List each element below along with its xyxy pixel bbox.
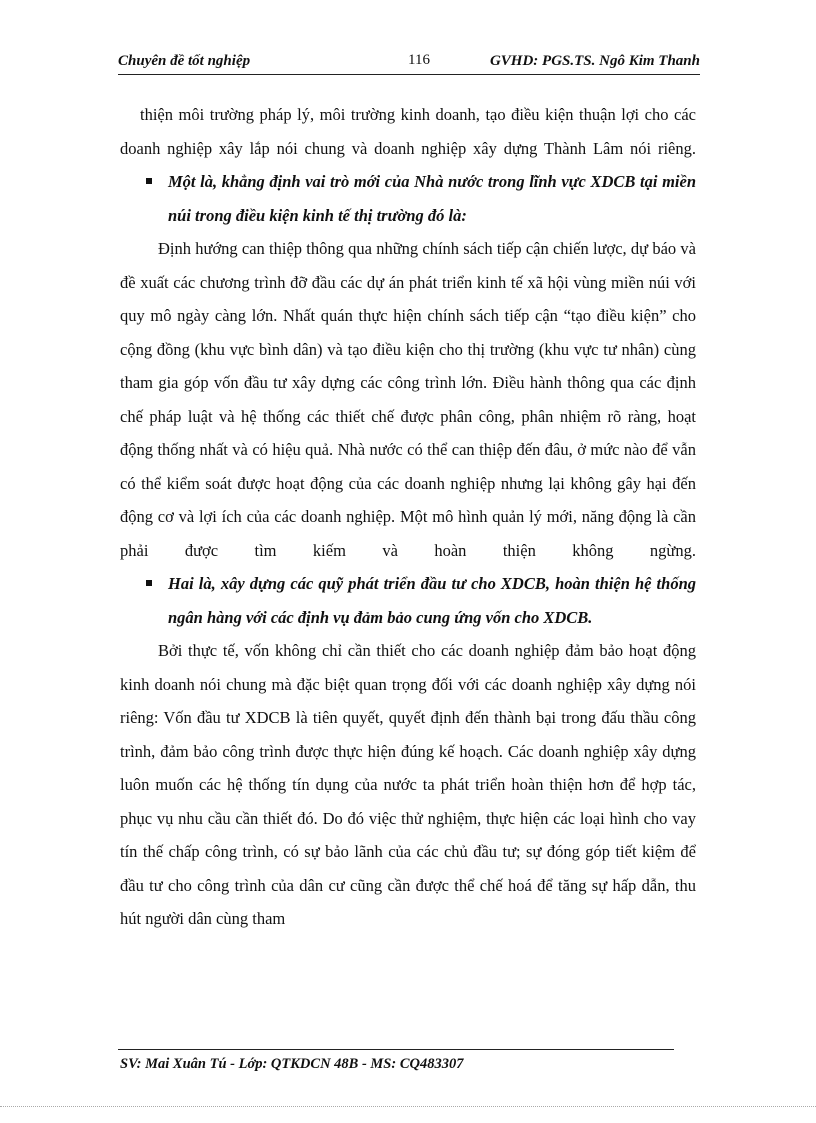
page-number: 116	[408, 52, 430, 68]
footer-divider	[118, 1049, 674, 1050]
page-boundary	[0, 1106, 816, 1107]
header-supervisor: GVHD: PGS.TS. Ngô Kim Thanh	[489, 53, 700, 69]
bullet-square-icon	[146, 178, 152, 184]
bullet-heading-2-text: Hai là, xây dựng các quỹ phát triển đầu tư cho XDCB, hoàn thiện hệ thống ngân hàng với các định vụ đảm bảo cung ứng vốn cho XDCB.	[168, 574, 696, 627]
page-footer: SV: Mai Xuân Tú - Lớp: QTKDCN 48B - MS: CQ483307	[120, 1056, 464, 1072]
bullet-heading-1-text: Một là, khẳng định vai trò mới của Nhà nước trong lĩnh vực XDCB tại miền núi trong điều kiện kinh tế thị trường đó là:	[168, 172, 696, 225]
bullet-square-icon	[146, 580, 152, 586]
paragraph-capital: Bởi thực tế, vốn không chỉ cần thiết cho các doanh nghiệp đảm bảo hoạt động kinh doanh nói chung mà đặc biệt quan trọng đối với các doanh nghiệp xây dựng nói riêng: Vốn đầu tư XDCB là tiên quyết, quyết định đến thành bại trong đấu thầu công trình, đảm bảo công trình được thực hiện đúng kế hoạch. Các doanh nghiệp xây dựng luôn muốn các hệ thống tín dụng của nước ta phát triển hoàn thiện hơn để hợp tác, phục vụ nhu cầu cần thiết đó. Do đó việc thử nghiệm, thực hiện các loại hình cho vay tín thế chấp công trình, có sự bảo lãnh của các chủ đầu tư; sự đóng góp tiết kiệm để đầu tư cho công trình của dân cư cũng cần được thể chế hoá để tăng sự hấp dẫn, thu hút người dân cùng tham	[120, 641, 696, 928]
page-header	[118, 50, 700, 75]
header-document-title: Chuyên đề tốt nghiệp	[118, 53, 251, 69]
bullet-heading-2	[120, 567, 696, 634]
paragraph-state-role: Định hướng can thiệp thông qua những chính sách tiếp cận chiến lược, dự báo và đề xuất các chương trình đỡ đầu các dự án phát triển kinh tế xã hội vùng miền núi với quy mô ngày càng lớn. Nhất quán thực hiện chính sách tiếp cận “tạo điều kiện” cho cộng đồng (khu vực bình dân) và tạo điều kiện cho thị trường (khu vực tư nhân) cùng tham gia góp vốn đầu tư xây dựng các công trình lớn. Điều hành thông qua các định chế pháp luật và hệ thống các thiết chế được phân công, phân nhiệm rõ ràng, hoạt động thống nhất và có hiệu quả. Nhà nước có thể can thiệp đến đâu, ở mức nào để vẫn có thể kiểm soát được hoạt động của các doanh nghiệp nhưng lại không gây hại đến động cơ và lợi ích của các doanh nghiệp. Một mô hình quản lý mới, năng động là cần phải được tìm kiếm và hoàn thiện không ngừng.	[120, 239, 696, 560]
page-body	[120, 98, 696, 936]
bullet-heading-1	[120, 165, 696, 232]
paragraph-continuation: thiện môi trường pháp lý, môi trường kinh doanh, tạo điều kiện thuận lợi cho các doanh nghiệp xây lắp nói chung và doanh nghiệp xây dựng Thành Lâm nói riêng.	[120, 105, 696, 158]
